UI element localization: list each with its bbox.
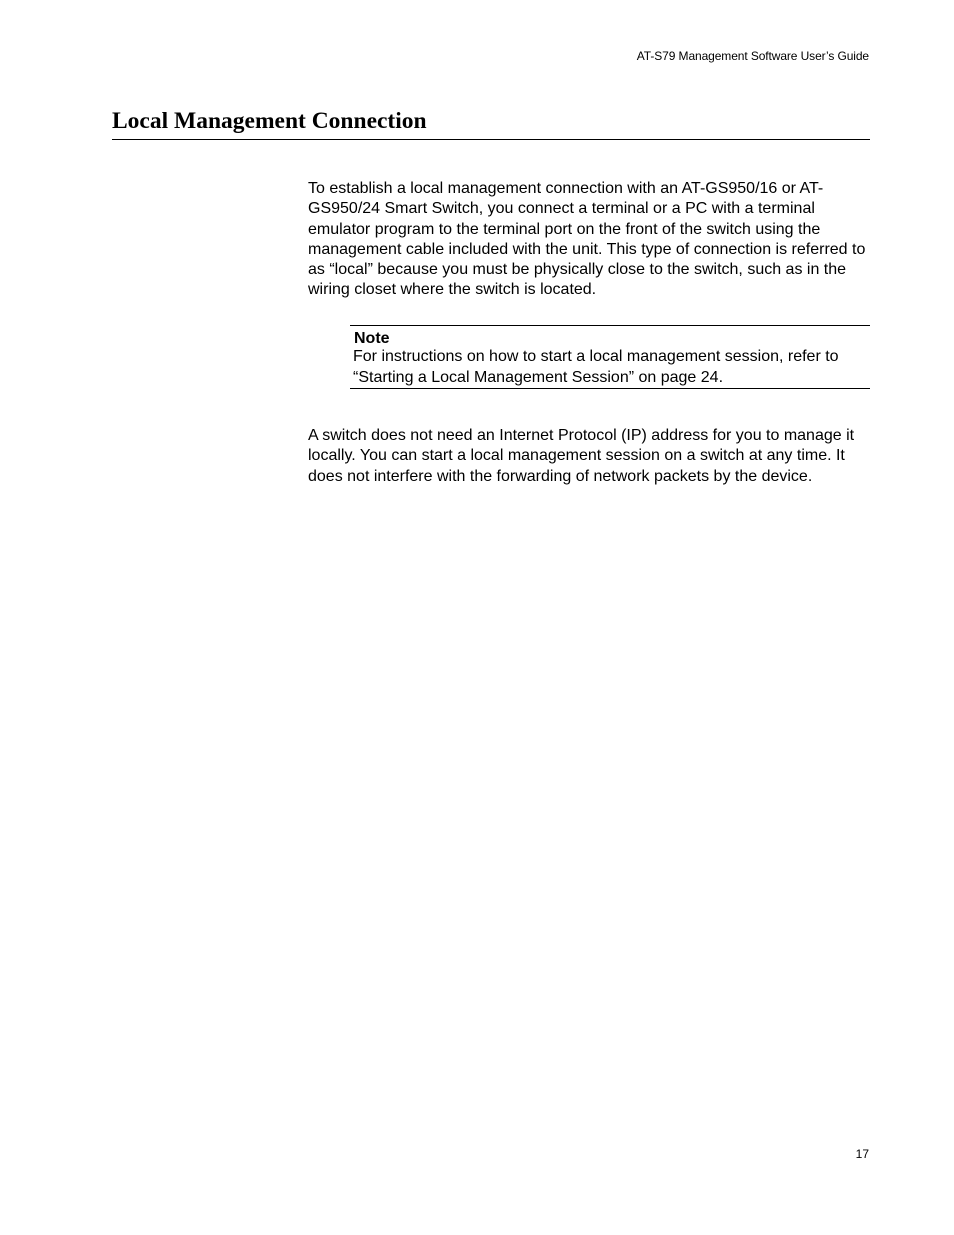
note-label: Note [354, 330, 390, 347]
note-text: For instructions on how to start a local management session, refer to “Starting a Local Management Session” on page 24. [353, 348, 839, 386]
section-title: Local Management Connection [112, 107, 870, 140]
intro-paragraph: To establish a local management connection with an AT-GS950/16 or AT-GS950/24 Smart Switch, you connect a terminal or a PC with a terminal emulator program to the terminal port on the front of the switch using the management cable included with the unit. This type of connection is referred to as “local” because you must be physically close to the switch, such as in the wiring closet where the switch is located. [308, 180, 866, 299]
ip-address-paragraph: A switch does not need an Internet Protocol (IP) address for you to manage it locally. You can start a local management session on a switch at any time. It does not interfere with the forwarding of network packets by the device. [308, 427, 855, 485]
running-header: AT-S79 Management Software User’s Guide [636, 49, 869, 63]
note-box [350, 325, 870, 389]
page-number: 17 [855, 1147, 869, 1161]
